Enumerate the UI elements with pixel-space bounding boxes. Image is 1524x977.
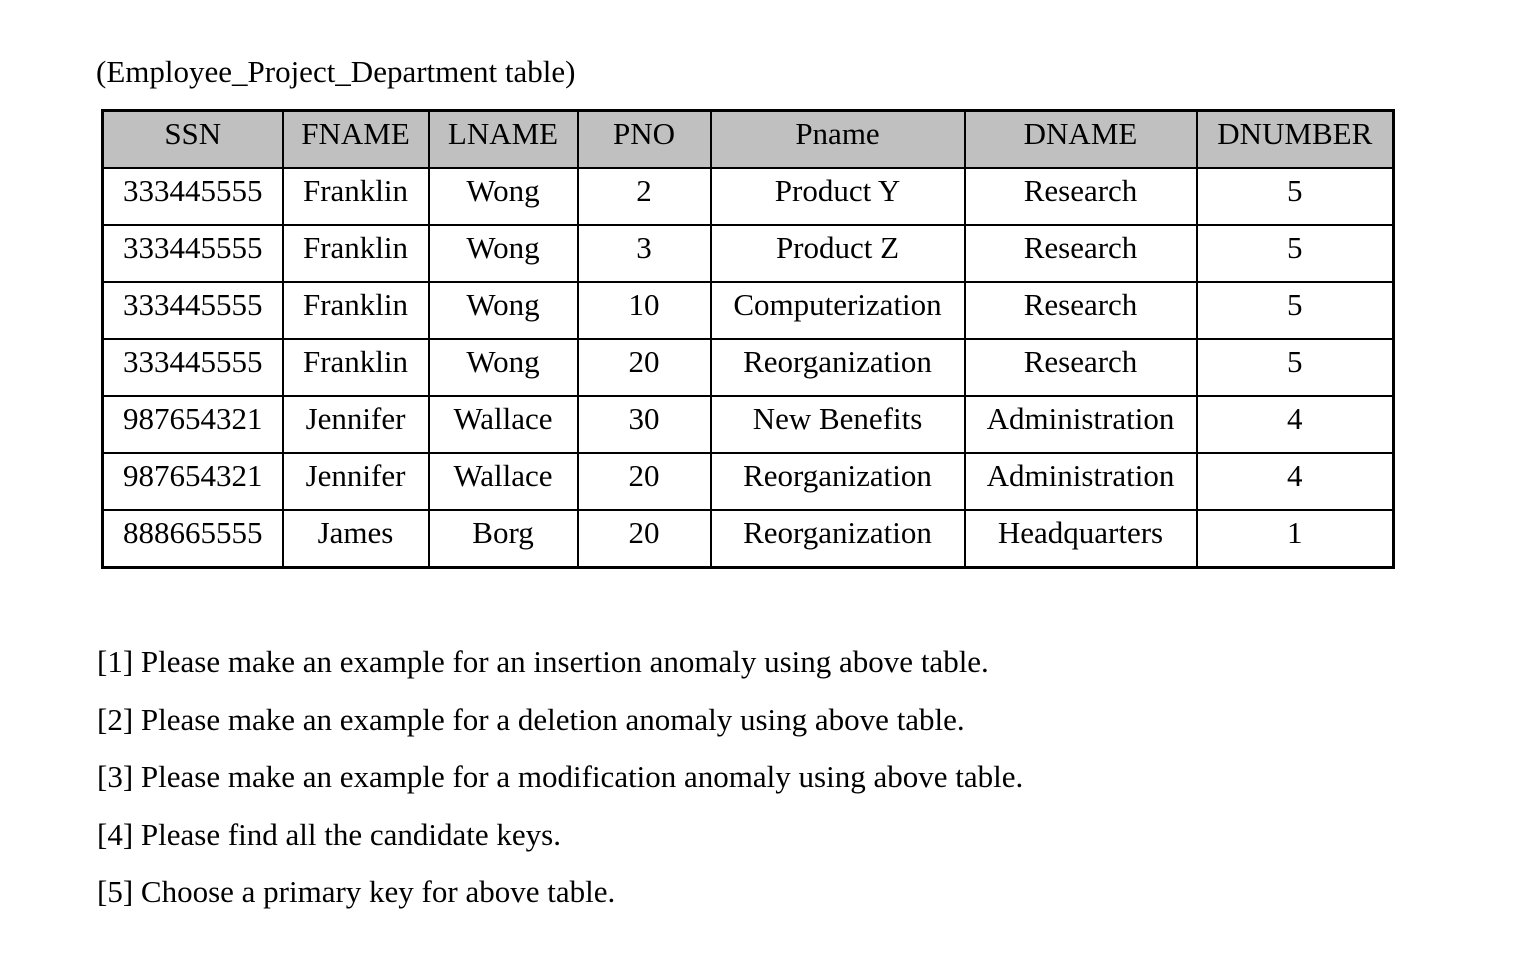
cell-ssn: 987654321 xyxy=(103,396,283,453)
table-row xyxy=(103,225,1394,282)
column-header-fname: FNAME xyxy=(283,111,429,169)
cell-dnumber: 4 xyxy=(1197,453,1394,510)
cell-dnumber: 5 xyxy=(1197,168,1394,225)
cell-pname: Reorganization xyxy=(711,453,965,510)
cell-ssn: 333445555 xyxy=(103,225,283,282)
column-header-dname: DNAME xyxy=(965,111,1197,169)
column-header-pno: PNO xyxy=(578,111,711,169)
cell-pno: 20 xyxy=(578,339,711,396)
column-header-dnumber: DNUMBER xyxy=(1197,111,1394,169)
cell-dnumber: 5 xyxy=(1197,282,1394,339)
question-item: [3] Please make an example for a modification anomaly using above table. xyxy=(97,759,1024,794)
cell-dname: Administration xyxy=(965,453,1197,510)
table-header-row xyxy=(103,111,1394,169)
cell-pno: 10 xyxy=(578,282,711,339)
cell-lname: Wallace xyxy=(429,453,578,510)
cell-pname: New Benefits xyxy=(711,396,965,453)
cell-dname: Research xyxy=(965,339,1197,396)
cell-ssn: 987654321 xyxy=(103,453,283,510)
cell-dnumber: 5 xyxy=(1197,339,1394,396)
cell-pno: 2 xyxy=(578,168,711,225)
cell-pno: 3 xyxy=(578,225,711,282)
cell-fname: Franklin xyxy=(283,339,429,396)
cell-dname: Research xyxy=(965,225,1197,282)
cell-dname: Research xyxy=(965,168,1197,225)
cell-pname: Computerization xyxy=(711,282,965,339)
cell-lname: Wong xyxy=(429,225,578,282)
cell-ssn: 333445555 xyxy=(103,168,283,225)
cell-dname: Headquarters xyxy=(965,510,1197,568)
table-row xyxy=(103,339,1394,396)
cell-ssn: 333445555 xyxy=(103,339,283,396)
table-row xyxy=(103,510,1394,568)
cell-fname: Jennifer xyxy=(283,453,429,510)
table-row xyxy=(103,168,1394,225)
question-item: [5] Choose a primary key for above table. xyxy=(97,874,616,909)
table-caption: (Employee_Project_Department table) xyxy=(96,54,576,89)
question-item: [4] Please find all the candidate keys. xyxy=(97,816,561,852)
cell-ssn: 888665555 xyxy=(103,510,283,568)
cell-pname: Product Z xyxy=(711,225,965,282)
column-header-lname: LNAME xyxy=(429,111,578,169)
cell-pno: 20 xyxy=(578,510,711,568)
cell-dname: Research xyxy=(965,282,1197,339)
employee-project-department-table xyxy=(101,109,1395,569)
cell-fname: Jennifer xyxy=(283,396,429,453)
question-item: [2] Please make an example for a deletion anomaly using above table. xyxy=(97,701,965,737)
cell-pno: 30 xyxy=(578,396,711,453)
cell-lname: Wong xyxy=(429,339,578,396)
cell-lname: Wallace xyxy=(429,396,578,453)
cell-fname: James xyxy=(283,510,429,568)
cell-lname: Wong xyxy=(429,168,578,225)
cell-dnumber: 5 xyxy=(1197,225,1394,282)
cell-lname: Borg xyxy=(429,510,578,568)
question-item: [1] Please make an example for an insertion anomaly using above table. xyxy=(97,644,989,679)
cell-pname: Reorganization xyxy=(711,510,965,568)
table-row xyxy=(103,282,1394,339)
cell-dnumber: 1 xyxy=(1197,510,1394,568)
cell-lname: Wong xyxy=(429,282,578,339)
cell-fname: Franklin xyxy=(283,225,429,282)
cell-pno: 20 xyxy=(578,453,711,510)
cell-fname: Franklin xyxy=(283,282,429,339)
cell-pname: Reorganization xyxy=(711,339,965,396)
cell-fname: Franklin xyxy=(283,168,429,225)
cell-dname: Administration xyxy=(965,396,1197,453)
question-list xyxy=(97,642,1023,930)
table-row xyxy=(103,453,1394,510)
column-header-ssn: SSN xyxy=(103,111,283,169)
table-row xyxy=(103,396,1394,453)
cell-pname: Product Y xyxy=(711,168,965,225)
cell-ssn: 333445555 xyxy=(103,282,283,339)
cell-dnumber: 4 xyxy=(1197,396,1394,453)
column-header-pname: Pname xyxy=(711,111,965,169)
